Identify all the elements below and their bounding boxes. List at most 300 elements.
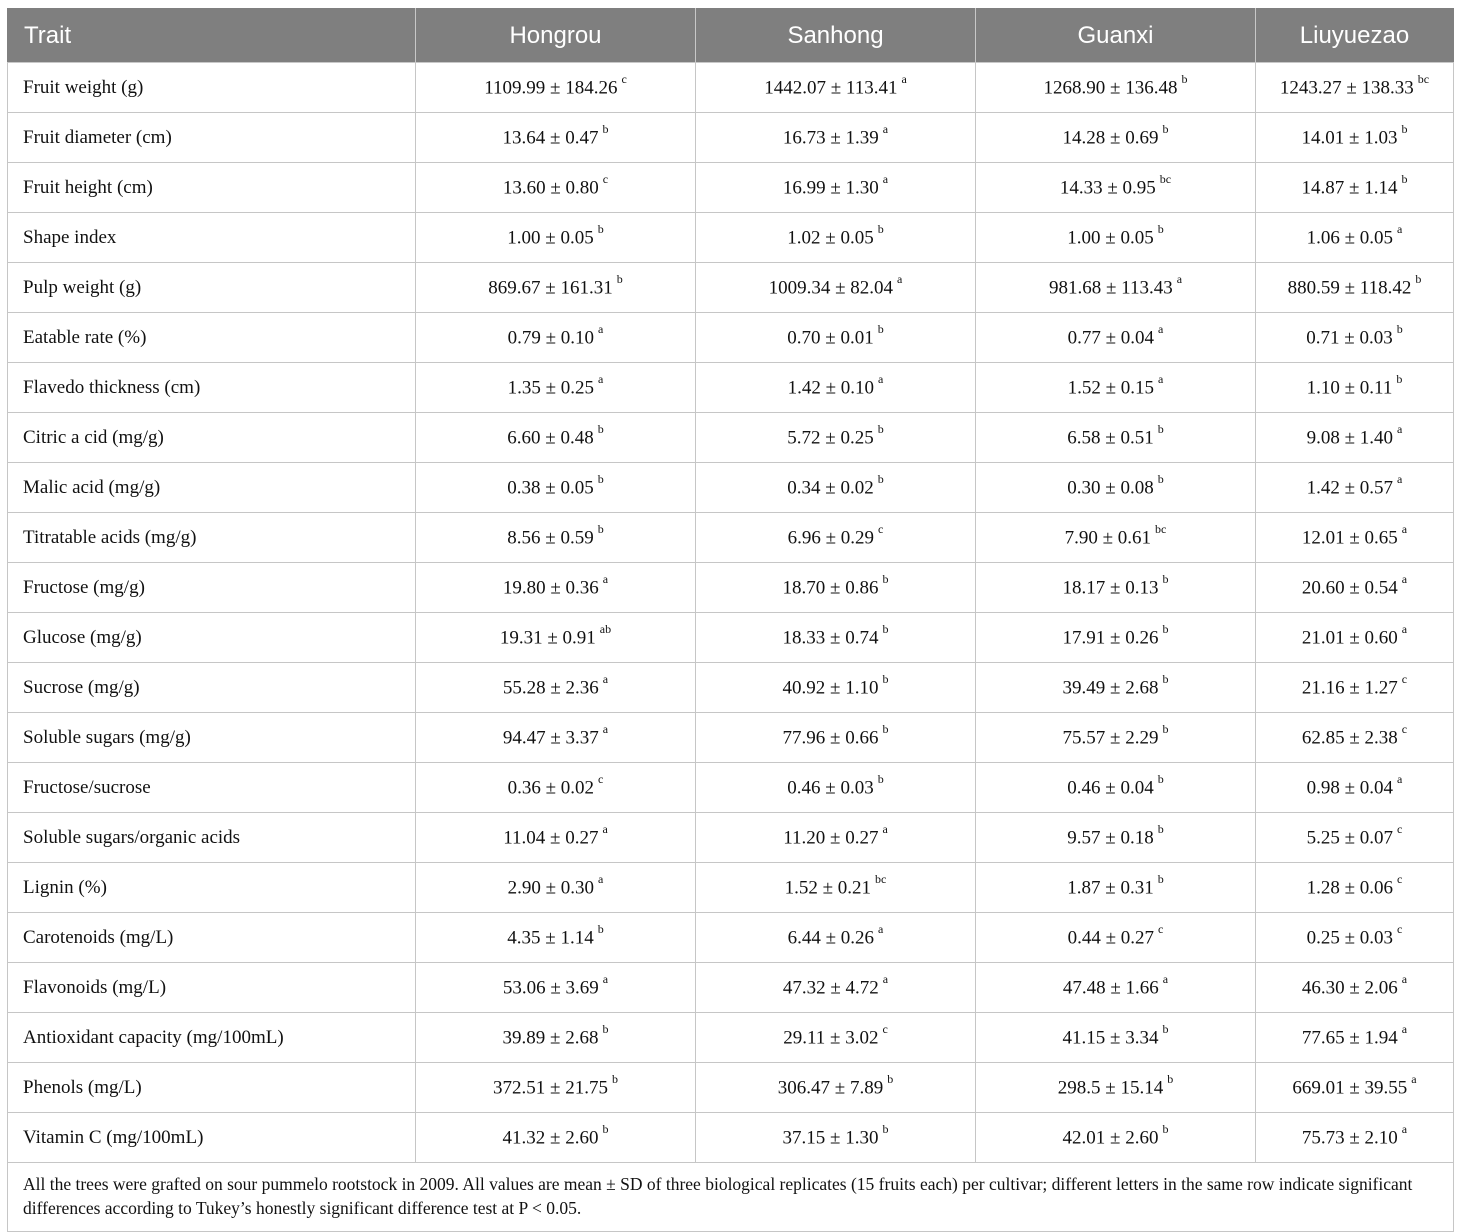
value-cell [416,613,696,663]
value-cell [976,1013,1256,1063]
mean-sd-value: 669.01 ± 39.55 [1292,1077,1408,1099]
significance-letter: a [1411,1072,1417,1087]
value-cell [416,713,696,763]
value-cell [416,1063,696,1113]
table-row [8,1013,1454,1063]
mean-sd-value: 6.44 ± 0.26 [787,927,875,949]
significance-letter: a [901,72,907,87]
mean-sd-value: 306.47 ± 7.89 [777,1077,884,1099]
mean-sd-value: 7.90 ± 0.61 [1064,527,1152,549]
significance-letter: b [602,1122,609,1137]
significance-letter: b [877,472,884,487]
value-cell [976,63,1256,113]
mean-sd-value: 0.38 ± 0.05 [507,477,594,499]
significance-letter: bc [1155,522,1167,537]
mean-sd-value: 14.28 ± 0.69 [1062,127,1159,149]
value-cell [696,463,976,513]
mean-sd-value: 11.20 ± 0.27 [783,827,879,849]
value-cell [976,363,1256,413]
table-row [8,563,1454,613]
significance-letter: b [877,322,884,337]
mean-sd-value: 20.60 ± 0.54 [1301,577,1398,599]
value-cell [416,213,696,263]
trait-cell: Shape index [8,213,416,263]
mean-sd-value: 37.15 ± 1.30 [782,1127,879,1149]
table-row [8,263,1454,313]
value-cell [1256,263,1454,313]
traits-table [7,8,1454,1232]
mean-sd-value: 21.01 ± 0.60 [1301,627,1398,649]
value-cell [1256,63,1454,113]
significance-letter: b [1401,122,1408,137]
significance-letter: a [882,972,889,987]
significance-letter: a [602,722,609,737]
significance-letter: bc [1159,172,1172,187]
value-cell [696,413,976,463]
trait-cell: Glucose (mg/g) [8,613,416,663]
significance-letter: a [878,922,884,937]
mean-sd-value: 0.25 ± 0.03 [1306,927,1394,949]
mean-sd-value: 40.92 ± 1.10 [782,677,879,699]
value-cell [976,963,1256,1013]
mean-sd-value: 1.87 ± 0.31 [1067,877,1154,899]
value-cell [416,913,696,963]
mean-sd-value: 53.06 ± 3.69 [502,977,599,999]
mean-sd-value: 13.60 ± 0.80 [502,177,599,199]
significance-letter: a [1401,622,1408,637]
significance-letter: b [1157,772,1164,787]
mean-sd-value: 11.04 ± 0.27 [503,827,599,849]
mean-sd-value: 1.52 ± 0.15 [1067,377,1155,399]
value-cell [1256,713,1454,763]
value-cell [1256,413,1454,463]
value-cell [696,363,976,413]
significance-letter: b [1157,822,1164,837]
value-cell [976,713,1256,763]
mean-sd-value: 41.32 ± 2.60 [502,1127,599,1149]
mean-sd-value: 29.11 ± 3.02 [783,1027,879,1049]
value-cell [696,563,976,613]
significance-letter: a [882,122,889,137]
significance-letter: b [1167,1072,1174,1087]
mean-sd-value: 39.89 ± 2.68 [502,1027,599,1049]
mean-sd-value: 2.90 ± 0.30 [507,877,595,899]
significance-letter: a [602,672,609,687]
mean-sd-value: 0.70 ± 0.01 [787,327,874,349]
mean-sd-value: 4.35 ± 1.14 [507,927,594,949]
header-liuyuezao: Liuyuezao [1256,9,1454,63]
table-row [8,763,1454,813]
table-row [8,363,1454,413]
significance-letter: b [882,572,889,587]
mean-sd-value: 47.48 ± 1.66 [1062,977,1159,999]
value-cell [1256,763,1454,813]
value-cell [696,113,976,163]
mean-sd-value: 1.10 ± 0.11 [1306,377,1393,399]
table-row [8,463,1454,513]
significance-letter: c [602,172,609,187]
trait-cell: Antioxidant capacity (mg/100mL) [8,1013,416,1063]
mean-sd-value: 6.60 ± 0.48 [507,427,594,449]
mean-sd-value: 9.08 ± 1.40 [1306,427,1394,449]
significance-letter: b [1162,572,1169,587]
significance-letter: a [1397,422,1403,437]
trait-cell: Soluble sugars/organic acids [8,813,416,863]
mean-sd-value: 39.49 ± 2.68 [1062,677,1159,699]
significance-letter: a [1401,972,1408,987]
header-guanxi: Guanxi [976,9,1256,63]
mean-sd-value: 0.36 ± 0.02 [507,777,595,799]
significance-letter: b [1157,222,1164,237]
value-cell [696,513,976,563]
table-row [8,863,1454,913]
table-row [8,1113,1454,1163]
significance-letter: b [1157,872,1164,887]
significance-letter: c [1397,922,1403,937]
table-row [8,663,1454,713]
significance-letter: a [1162,972,1169,987]
significance-letter: a [1158,372,1164,387]
mean-sd-value: 981.68 ± 113.43 [1048,277,1173,299]
significance-letter: a [598,872,604,887]
value-cell [1256,163,1454,213]
significance-letter: a [1397,472,1403,487]
significance-letter: a [602,572,609,587]
significance-letter: a [897,272,903,287]
value-cell [416,63,696,113]
trait-cell: Fructose (mg/g) [8,563,416,613]
significance-letter: b [602,122,609,137]
value-cell [976,663,1256,713]
value-cell [416,1113,696,1163]
significance-letter: b [1162,672,1169,687]
mean-sd-value: 75.73 ± 2.10 [1301,1127,1398,1149]
trait-cell: Fruit diameter (cm) [8,113,416,163]
mean-sd-value: 1243.27 ± 138.33 [1279,77,1414,99]
significance-letter: b [887,1072,894,1087]
mean-sd-value: 1.52 ± 0.21 [784,877,872,899]
trait-cell: Flavedo thickness (cm) [8,363,416,413]
trait-cell: Malic acid (mg/g) [8,463,416,513]
mean-sd-value: 46.30 ± 2.06 [1301,977,1398,999]
significance-letter: a [1397,772,1403,787]
significance-letter: a [598,322,604,337]
value-cell [976,513,1256,563]
value-cell [416,263,696,313]
significance-letter: b [1396,372,1403,387]
mean-sd-value: 0.34 ± 0.02 [787,477,874,499]
table-row [8,313,1454,363]
mean-sd-value: 94.47 ± 3.37 [502,727,599,749]
significance-letter: b [597,472,604,487]
value-cell [1256,813,1454,863]
value-cell [976,163,1256,213]
value-cell [696,763,976,813]
significance-letter: b [1162,622,1169,637]
significance-letter: b [597,522,604,537]
mean-sd-value: 0.79 ± 0.10 [507,327,595,349]
value-cell [976,313,1256,363]
header-trait: Trait [8,9,416,63]
significance-letter: a [1401,1122,1408,1137]
mean-sd-value: 1009.34 ± 82.04 [768,277,894,299]
table-row [8,513,1454,563]
table-row [8,713,1454,763]
value-cell [1256,563,1454,613]
mean-sd-value: 0.98 ± 0.04 [1306,777,1394,799]
mean-sd-value: 12.01 ± 0.65 [1301,527,1398,549]
value-cell [416,513,696,563]
significance-letter: b [877,772,884,787]
value-cell [696,263,976,313]
mean-sd-value: 0.46 ± 0.04 [1067,777,1154,799]
mean-sd-value: 47.32 ± 4.72 [782,977,879,999]
mean-sd-value: 16.73 ± 1.39 [782,127,879,149]
value-cell [696,63,976,113]
table-row [8,813,1454,863]
value-cell [416,963,696,1013]
mean-sd-value: 869.67 ± 161.31 [488,277,613,299]
value-cell [696,713,976,763]
trait-cell: Fruit weight (g) [8,63,416,113]
trait-cell: Carotenoids (mg/L) [8,913,416,963]
mean-sd-value: 5.25 ± 0.07 [1306,827,1394,849]
footnote-row [8,1163,1454,1232]
significance-letter: c [598,772,604,787]
table-container [7,8,1453,1232]
value-cell [976,1063,1256,1113]
significance-letter: b [1396,322,1403,337]
mean-sd-value: 62.85 ± 2.38 [1301,727,1398,749]
value-cell [976,813,1256,863]
mean-sd-value: 17.91 ± 0.26 [1062,627,1159,649]
value-cell [1256,863,1454,913]
mean-sd-value: 41.15 ± 3.34 [1062,1027,1159,1049]
significance-letter: c [882,1022,888,1037]
significance-letter: b [1181,72,1188,87]
table-row [8,963,1454,1013]
value-cell [976,113,1256,163]
value-cell [1256,1063,1454,1113]
significance-letter: b [882,1122,889,1137]
significance-letter: a [1158,322,1164,337]
mean-sd-value: 75.57 ± 2.29 [1062,727,1159,749]
value-cell [696,663,976,713]
significance-letter: a [1397,222,1403,237]
trait-cell: Flavonoids (mg/L) [8,963,416,1013]
mean-sd-value: 42.01 ± 2.60 [1062,1127,1159,1149]
value-cell [1256,613,1454,663]
significance-letter: b [611,1072,618,1087]
value-cell [976,863,1256,913]
value-cell [976,213,1256,263]
value-cell [416,163,696,213]
mean-sd-value: 0.30 ± 0.08 [1067,477,1154,499]
mean-sd-value: 21.16 ± 1.27 [1301,677,1398,699]
significance-letter: b [1162,122,1169,137]
significance-letter: b [616,272,623,287]
significance-letter: a [882,172,889,187]
value-cell [696,213,976,263]
mean-sd-value: 18.70 ± 0.86 [782,577,879,599]
significance-letter: b [602,1022,609,1037]
value-cell [1256,363,1454,413]
trait-cell: Phenols (mg/L) [8,1063,416,1113]
value-cell [416,463,696,513]
mean-sd-value: 18.17 ± 0.13 [1062,577,1159,599]
mean-sd-value: 1.28 ± 0.06 [1306,877,1394,899]
significance-letter: a [598,372,604,387]
mean-sd-value: 14.01 ± 1.03 [1301,127,1398,149]
mean-sd-value: 77.96 ± 0.66 [782,727,879,749]
mean-sd-value: 14.33 ± 0.95 [1059,177,1156,199]
mean-sd-value: 6.96 ± 0.29 [787,527,875,549]
significance-letter: b [1162,1122,1169,1137]
mean-sd-value: 1.00 ± 0.05 [507,227,594,249]
value-cell [696,963,976,1013]
mean-sd-value: 1.02 ± 0.05 [787,227,874,249]
trait-cell: Soluble sugars (mg/g) [8,713,416,763]
value-cell [976,613,1256,663]
mean-sd-value: 16.99 ± 1.30 [782,177,879,199]
significance-letter: c [1158,922,1164,937]
significance-letter: bc [1417,72,1430,87]
value-cell [696,1013,976,1063]
trait-cell: Pulp weight (g) [8,263,416,313]
value-cell [696,1113,976,1163]
table-row [8,913,1454,963]
value-cell [976,413,1256,463]
header-sanhong: Sanhong [696,9,976,63]
mean-sd-value: 0.46 ± 0.03 [787,777,874,799]
significance-letter: a [1401,572,1408,587]
value-cell [976,763,1256,813]
value-cell [696,613,976,663]
header-hongrou: Hongrou [416,9,696,63]
significance-letter: b [597,922,604,937]
significance-letter: c [621,72,627,87]
mean-sd-value: 8.56 ± 0.59 [507,527,594,549]
trait-cell: Lignin (%) [8,863,416,913]
table-row [8,413,1454,463]
significance-letter: a [878,372,884,387]
mean-sd-value: 19.80 ± 0.36 [502,577,599,599]
value-cell [416,563,696,613]
value-cell [1256,663,1454,713]
value-cell [1256,963,1454,1013]
mean-sd-value: 1.42 ± 0.10 [787,377,875,399]
trait-cell: Fruit height (cm) [8,163,416,213]
significance-letter: c [1401,672,1408,687]
value-cell [416,313,696,363]
value-cell [1256,513,1454,563]
significance-letter: b [1157,472,1164,487]
mean-sd-value: 13.64 ± 0.47 [502,127,599,149]
table-row [8,63,1454,113]
significance-letter: a [882,822,888,837]
header-row [8,9,1454,63]
mean-sd-value: 14.87 ± 1.14 [1301,177,1398,199]
significance-letter: b [1162,1022,1169,1037]
mean-sd-value: 1268.90 ± 136.48 [1043,77,1178,99]
value-cell [976,1113,1256,1163]
significance-letter: b [597,222,604,237]
significance-letter: b [882,622,889,637]
table-row [8,213,1454,263]
significance-letter: b [1415,272,1422,287]
significance-letter: c [878,522,884,537]
mean-sd-value: 1442.07 ± 113.41 [764,77,898,99]
mean-sd-value: 1.35 ± 0.25 [507,377,595,399]
table-row [8,163,1454,213]
significance-letter: b [877,422,884,437]
significance-letter: b [1401,172,1408,187]
significance-letter: c [1397,872,1403,887]
significance-letter: b [1162,722,1169,737]
value-cell [1256,313,1454,363]
mean-sd-value: 18.33 ± 0.74 [782,627,879,649]
value-cell [416,113,696,163]
mean-sd-value: 880.59 ± 118.42 [1287,277,1412,299]
significance-letter: a [1176,272,1183,287]
value-cell [416,363,696,413]
significance-letter: b [597,422,604,437]
mean-sd-value: 5.72 ± 0.25 [787,427,874,449]
value-cell [696,163,976,213]
value-cell [416,1013,696,1063]
value-cell [1256,213,1454,263]
value-cell [416,763,696,813]
value-cell [976,563,1256,613]
significance-letter: bc [875,872,887,887]
mean-sd-value: 6.58 ± 0.51 [1067,427,1154,449]
value-cell [1256,463,1454,513]
mean-sd-value: 298.5 ± 15.14 [1057,1077,1164,1099]
value-cell [1256,113,1454,163]
significance-letter: a [602,822,608,837]
mean-sd-value: 0.71 ± 0.03 [1306,327,1393,349]
value-cell [1256,913,1454,963]
significance-letter: a [1401,1022,1408,1037]
mean-sd-value: 1.00 ± 0.05 [1067,227,1154,249]
mean-sd-value: 0.77 ± 0.04 [1067,327,1155,349]
mean-sd-value: 1.42 ± 0.57 [1306,477,1394,499]
trait-cell: Eatable rate (%) [8,313,416,363]
trait-cell: Titratable acids (mg/g) [8,513,416,563]
value-cell [696,813,976,863]
significance-letter: c [1401,722,1408,737]
trait-cell: Sucrose (mg/g) [8,663,416,713]
value-cell [1256,1013,1454,1063]
significance-letter: a [1401,522,1408,537]
table-row [8,1063,1454,1113]
value-cell [696,913,976,963]
table-row [8,613,1454,663]
mean-sd-value: 77.65 ± 1.94 [1301,1027,1398,1049]
value-cell [1256,1113,1454,1163]
value-cell [416,413,696,463]
value-cell [416,863,696,913]
table-footnote: All the trees were grafted on sour pummelo rootstock in 2009. All values are mean ± SD of three biological replicates (15 fruits each) per cultivar; different letters in the same row indicate significant differences according to Tukey’s honestly significant difference test at P < 0.05. [8,1163,1454,1232]
significance-letter: b [1157,422,1164,437]
mean-sd-value: 55.28 ± 2.36 [502,677,599,699]
significance-letter: ab [599,622,612,637]
table-row [8,113,1454,163]
mean-sd-value: 372.51 ± 21.75 [493,1077,608,1099]
value-cell [976,263,1256,313]
value-cell [696,313,976,363]
significance-letter: a [602,972,609,987]
